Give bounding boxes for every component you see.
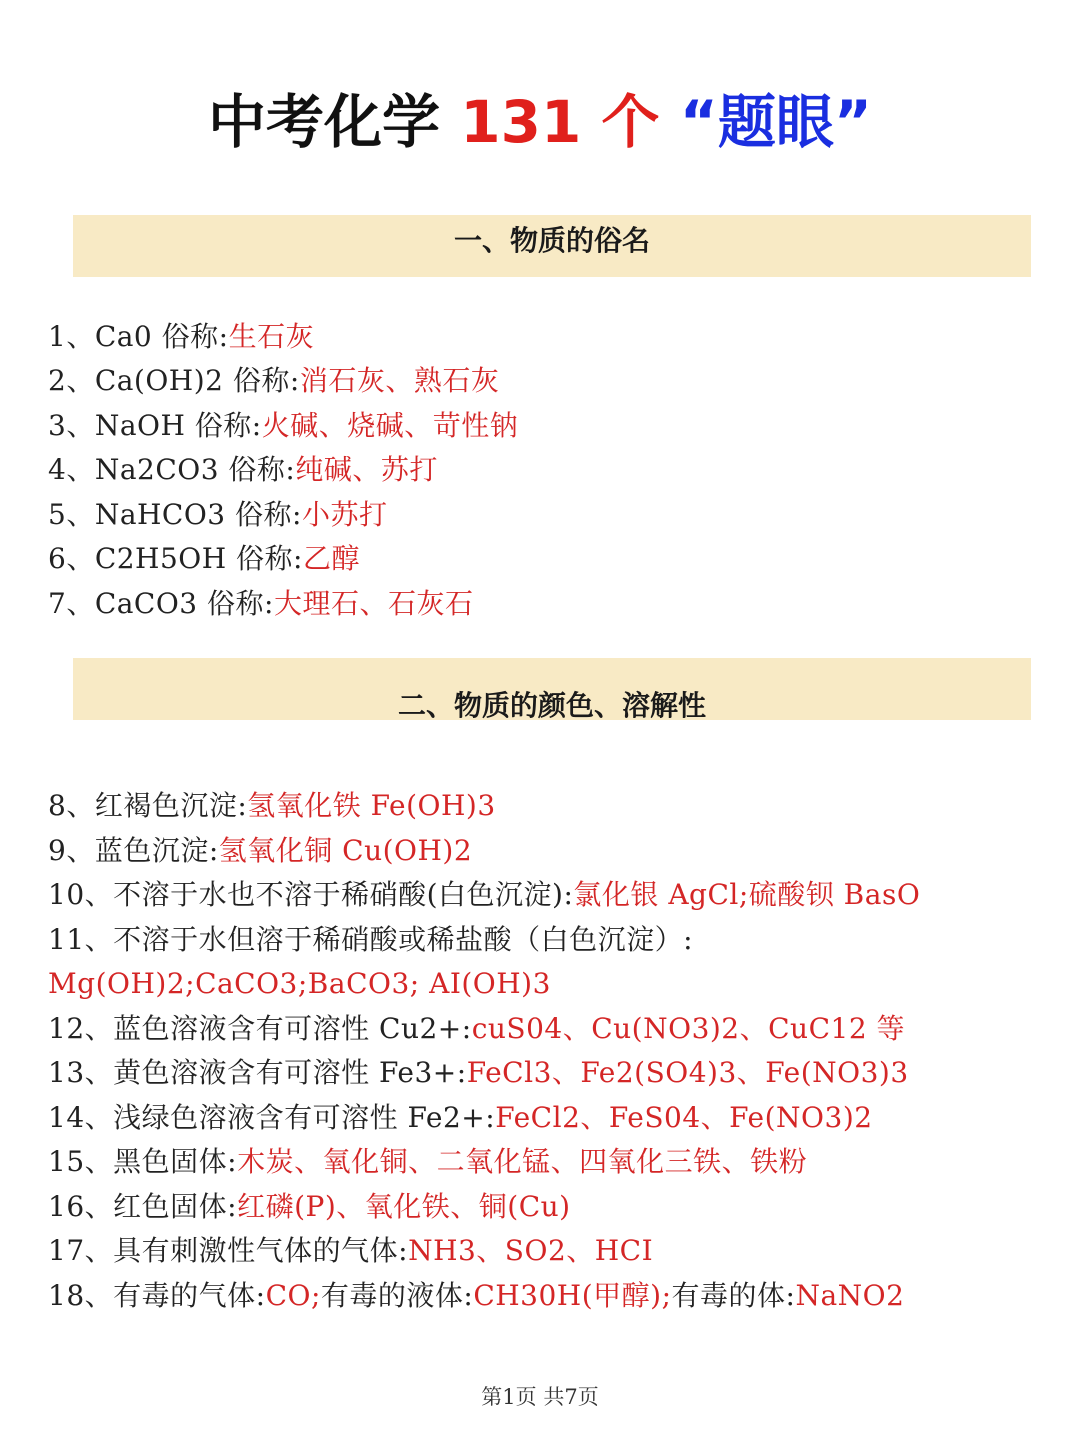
list-item (48, 448, 1058, 492)
section-heading: 二、物质的颜色、溶解性 (397, 689, 706, 720)
item-value: CO; (265, 1279, 321, 1312)
title-number: 131 (460, 88, 582, 156)
list-item (48, 493, 1058, 537)
list-item (48, 537, 1058, 581)
item-prefix: 13、黄色溶液含有可溶性 Fe3+: (48, 1056, 467, 1089)
item-mid-2: 有毒的体: (671, 1279, 796, 1312)
item-value: cuS04、Cu(NO3)2、CuC12 等 (471, 1012, 906, 1045)
item-prefix: 11、不溶于水但溶于稀硝酸或稀盐酸（白色沉淀）: (48, 923, 694, 956)
item-prefix: 8、红褐色沉淀: (48, 789, 248, 822)
list-item (48, 1274, 1058, 1318)
list-item (48, 918, 1058, 962)
item-prefix: 9、蓝色沉淀: (48, 834, 219, 867)
item-prefix: 14、浅绿色溶液含有可溶性 Fe2+: (48, 1101, 496, 1134)
title-quote-close: ” (833, 88, 872, 156)
item-value-2: CH30H(甲醇); (473, 1279, 672, 1312)
item-value: 火碱、烧碱、苛性钠 (261, 409, 519, 442)
list-item (48, 1051, 1058, 1095)
section-band-names (73, 215, 1031, 277)
item-value: 小苏打 (301, 498, 388, 531)
list-item (48, 315, 1058, 359)
title-text: 中考化学 (208, 88, 461, 156)
item-prefix: 16、红色固体: (48, 1190, 238, 1223)
list-item (48, 1229, 1058, 1273)
item-value: 乙醇 (303, 542, 361, 575)
list-item (48, 1096, 1058, 1140)
title-unit: 个 (581, 88, 660, 156)
item-value: 生石灰 (228, 320, 315, 353)
item-prefix: 7、CaCO3 俗称: (48, 587, 274, 620)
page-title (0, 82, 1080, 162)
item-prefix: 12、蓝色溶液含有可溶性 Cu2+: (48, 1012, 472, 1045)
title-keyword: 题眼 (717, 88, 834, 156)
item-prefix: 2、Ca(OH)2 俗称: (48, 364, 300, 397)
item-mid: 有毒的液体: (320, 1279, 474, 1312)
list-item (48, 1140, 1058, 1184)
section-band-colors (73, 658, 1031, 720)
item-value: 消石灰、熟石灰 (299, 364, 500, 397)
list-item (48, 1007, 1058, 1051)
item-value: 木炭、氧化铜、二氧化锰、四氧化三铁、铁粉 (237, 1145, 808, 1178)
item-prefix: 4、Na2CO3 俗称: (48, 453, 296, 486)
item-prefix: 5、NaHCO3 俗称: (48, 498, 302, 531)
item-value: FeCl3、Fe2(SO4)3、Fe(NO3)3 (466, 1056, 909, 1089)
list-item (48, 784, 1058, 828)
section-heading: 一、物质的俗名 (453, 224, 650, 257)
item-value: 纯碱、苏打 (295, 453, 438, 486)
list-item (48, 582, 1058, 626)
item-prefix: 10、不溶于水也不溶于稀硝酸(白色沉淀): (48, 878, 574, 911)
item-value: 红磷(P)、氧化铁、铜(Cu) (237, 1190, 571, 1223)
item-prefix: 1、Ca0 俗称: (48, 320, 229, 353)
item-value: FeCl2、FeS04、Fe(NO3)2 (495, 1101, 873, 1134)
list-item (48, 962, 1058, 1006)
item-value: 大理石、石灰石 (273, 587, 474, 620)
item-prefix: 15、黑色固体: (48, 1145, 238, 1178)
item-value: Mg(OH)2;CaCO3;BaCO3; AI(OH)3 (48, 967, 551, 1000)
list-item (48, 404, 1058, 448)
item-prefix: 17、具有刺激性气体的气体: (48, 1234, 409, 1267)
item-prefix: 6、C2H5OH 俗称: (48, 542, 303, 575)
list-item (48, 359, 1058, 403)
item-value: 氯化银 AgCl;硫酸钡 BasO (573, 878, 921, 911)
title-quote-open: “ (659, 88, 718, 156)
item-value-3: NaNO2 (795, 1279, 905, 1312)
list-item (48, 873, 1058, 917)
page-number: 第1页 共7页 (481, 1385, 599, 1409)
item-prefix: 18、有毒的气体: (48, 1279, 266, 1312)
list-item (48, 1185, 1058, 1229)
item-prefix: 3、NaOH 俗称: (48, 409, 262, 442)
item-value: NH3、SO2、HCI (408, 1234, 654, 1267)
list-item (48, 829, 1058, 873)
item-value: 氢氧化铜 Cu(OH)2 (218, 834, 473, 867)
item-value: 氢氧化铁 Fe(OH)3 (247, 789, 496, 822)
